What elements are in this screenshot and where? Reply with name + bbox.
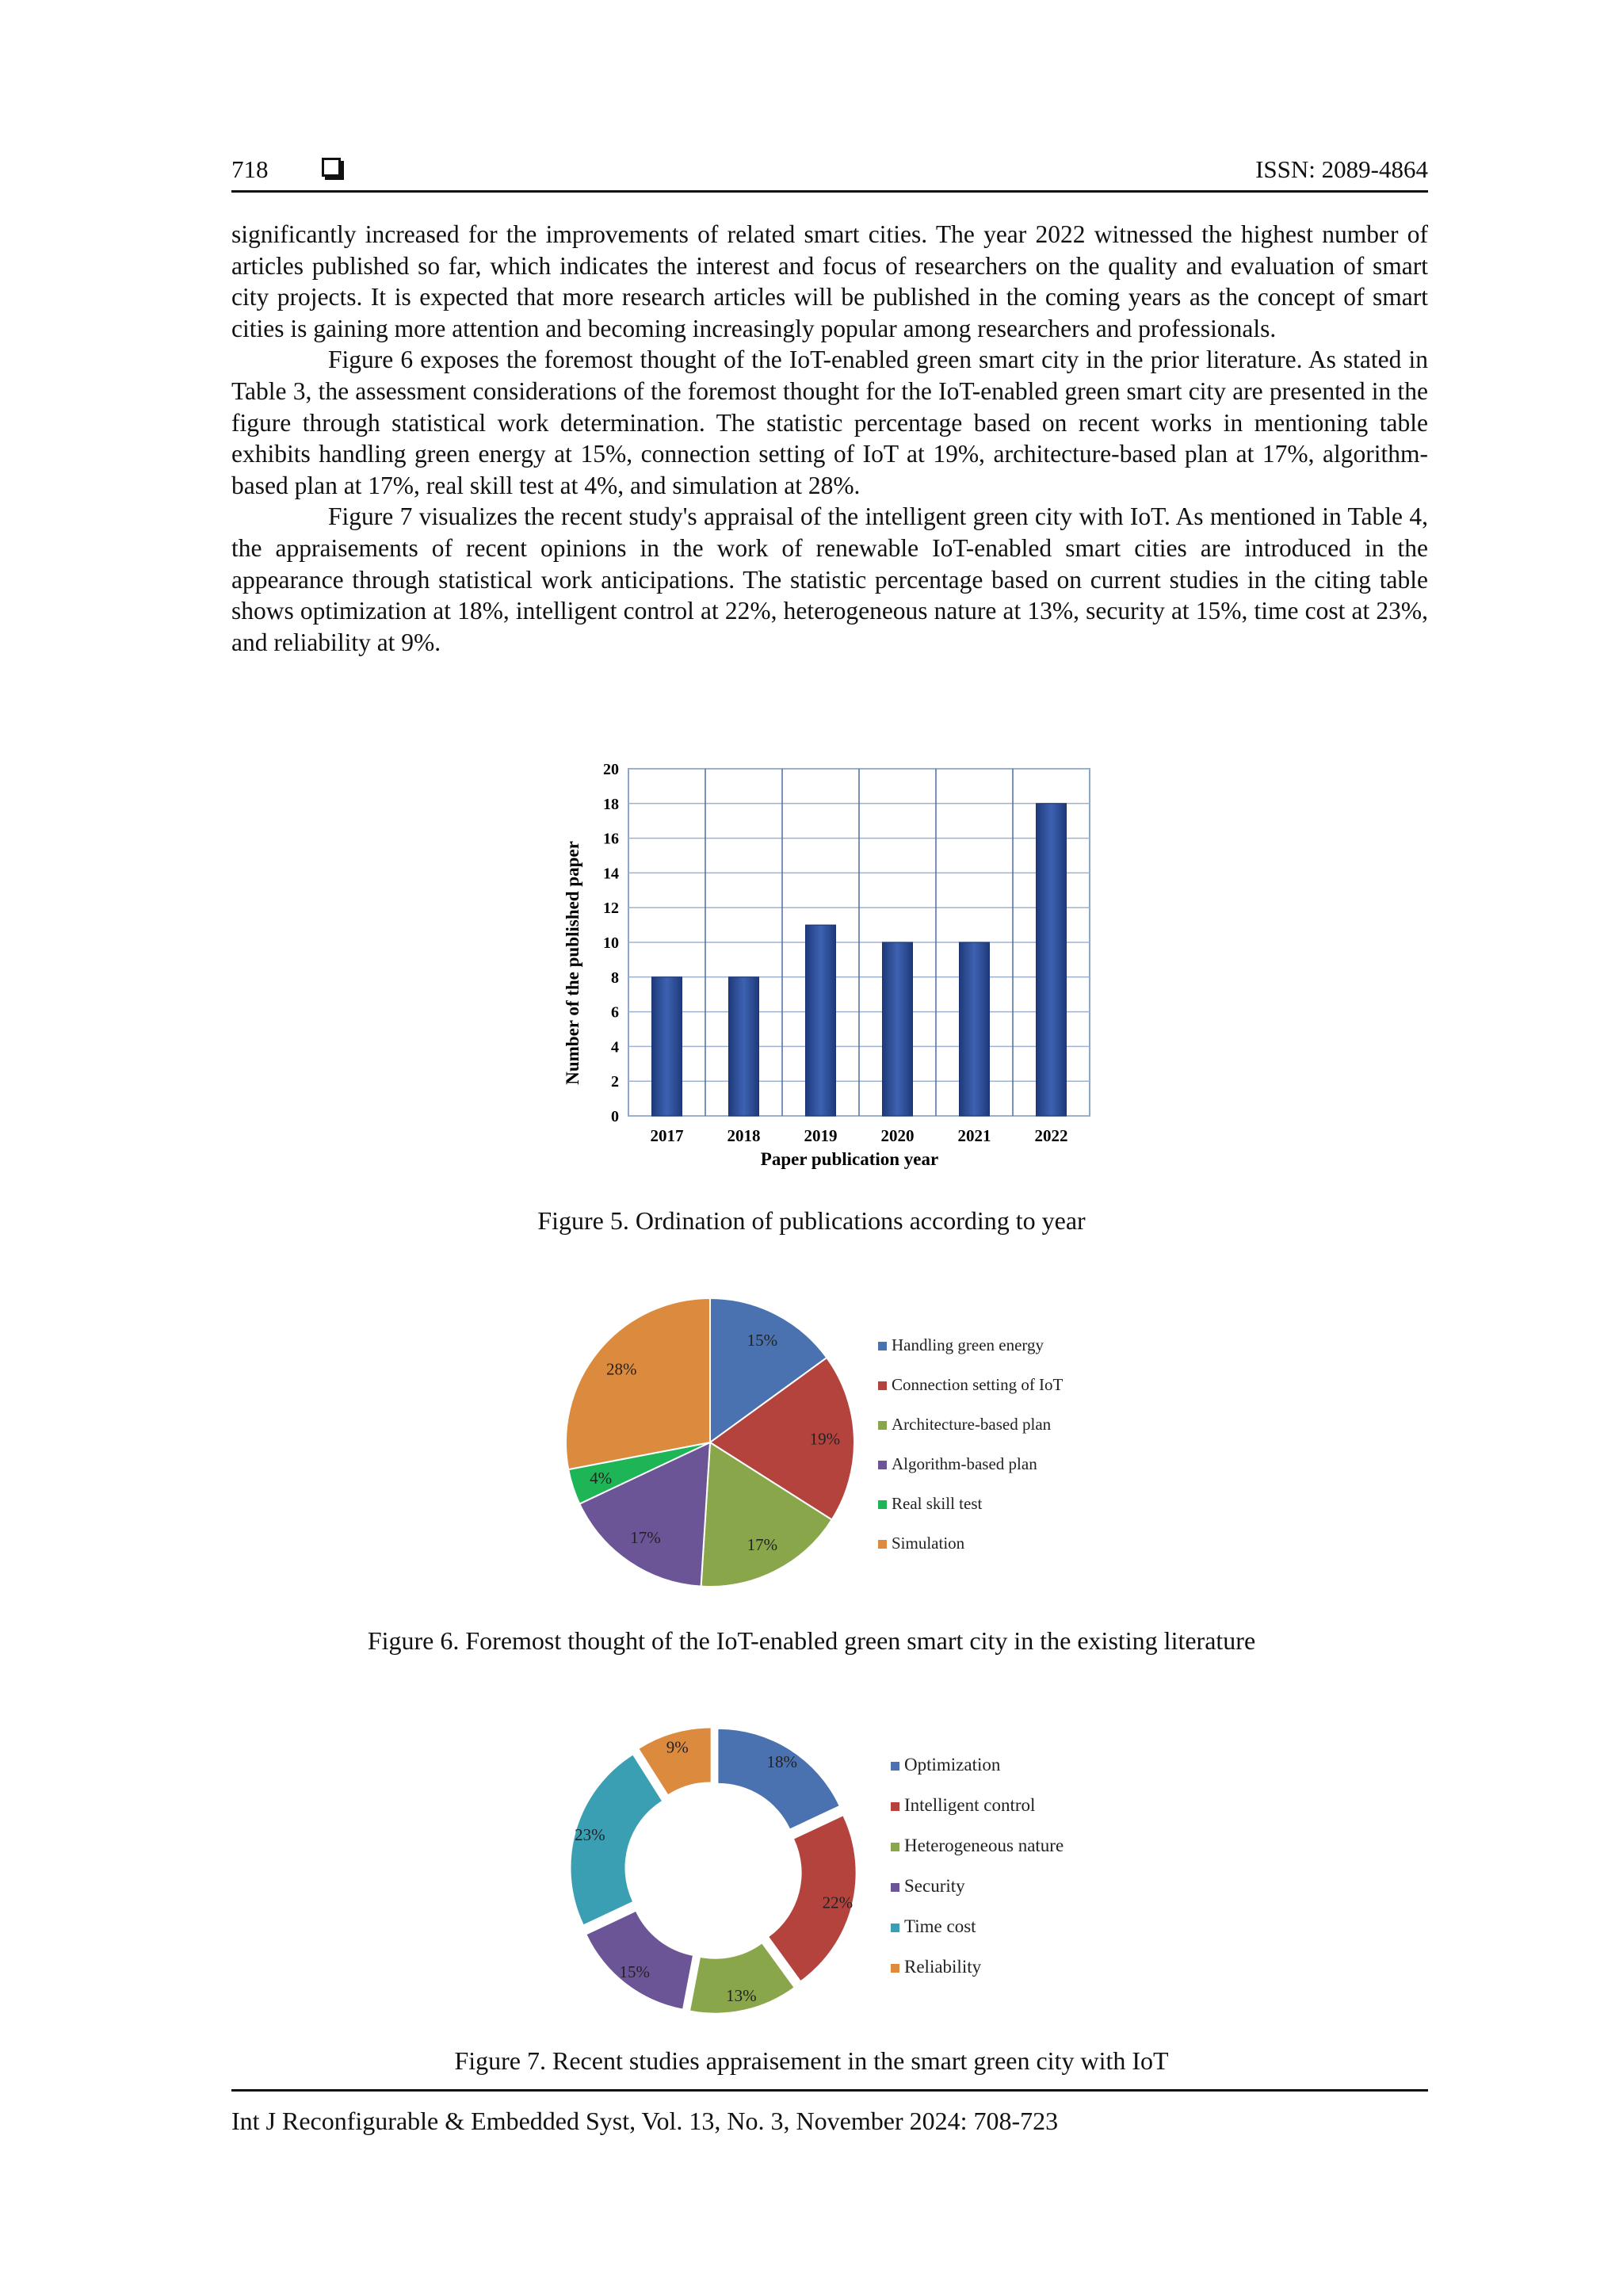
footer-rule [231,2089,1428,2092]
legend-swatch [878,1342,887,1350]
legend-swatch [878,1381,887,1390]
x-tick-label: 2022 [1034,1126,1068,1145]
legend-label: Connection setting of IoT [892,1375,1064,1394]
bar-2021 [960,942,990,1116]
slice-value-label: 4% [590,1468,613,1488]
legend-swatch [891,1964,899,1973]
slice-value-label: 19% [809,1429,841,1449]
y-axis-label: Number of the published paper [563,841,582,1085]
legend-swatch [891,1883,899,1892]
x-tick-label: 2021 [957,1126,991,1145]
y-tick-label: 8 [611,968,619,987]
legend-label: Intelligent control [904,1795,1036,1815]
figure-7-donut-chart [555,1704,1125,2021]
page-number: 718 [231,155,269,183]
legend-swatch [878,1421,887,1430]
bar-2018 [729,977,759,1116]
bar-2017 [652,977,682,1116]
x-tick-label: 2020 [880,1126,915,1145]
paragraph: Figure 6 exposes the foremost thought of the IoT-enabled green smart city in the prior literature. As stated in Table 3, the assessment considerations of the foremost thought for the IoT-enabled green smart city are presented in the figure through statistical work determination. The statistic percentage based on recent works in mentioning table exhibits handling green energy at 15%, connection setting of IoT at 19%, architecture-based plan at 17%, algorithm-based plan at 17%, real skill test at 4%, and simulation at 28%. [231,346,1428,499]
issn: ISSN: 2089-4864 [1255,155,1428,183]
y-tick-label: 6 [611,1003,619,1022]
x-tick-label: 2018 [727,1126,761,1145]
y-tick-label: 20 [603,761,619,778]
footer-citation: Int J Reconfigurable & Embedded Syst, Vol. 13, No. 3, November 2024: 708-723 [231,2107,1059,2135]
slice-value-label: 13% [726,1986,757,2006]
x-tick-label: 2019 [804,1126,838,1145]
bar-2019 [806,925,836,1116]
slice-value-label: 9% [666,1737,689,1757]
figure-5-bar-chart [555,745,1109,1173]
slice-value-label: 17% [747,1535,778,1555]
legend-label: Algorithm-based plan [892,1454,1037,1473]
legend-swatch [878,1540,887,1549]
figure-5-caption: Figure 5. Ordination of publications according to year [537,1206,1086,1235]
figure-6-pie-chart [555,1284,1125,1601]
legend-label: Security [904,1876,965,1896]
legend-label: Simulation [892,1534,965,1553]
y-tick-label: 16 [603,830,619,848]
box-icon [322,158,341,177]
y-tick-label: 2 [611,1073,619,1091]
x-axis-label: Paper publication year [760,1149,939,1169]
y-tick-label: 4 [611,1038,619,1056]
legend-swatch [891,1924,899,1932]
y-tick-label: 10 [603,934,619,952]
legend-swatch [891,1802,899,1811]
slice-simulation [566,1298,710,1469]
slice-value-label: 22% [822,1893,854,1912]
bar-2022 [1037,804,1067,1116]
legend-swatch [891,1843,899,1851]
y-tick-label: 12 [603,900,619,918]
x-tick-label: 2017 [650,1126,684,1145]
legend-label: Optimization [904,1755,1001,1775]
legend-label: Handling green energy [892,1335,1044,1354]
slice-value-label: 17% [630,1527,661,1547]
slice-value-label: 23% [575,1824,605,1844]
legend-swatch [878,1461,887,1469]
y-tick-label: 18 [603,795,619,813]
slice-value-label: 15% [747,1330,778,1350]
legend-label: Time cost [904,1916,976,1936]
legend-label: Architecture-based plan [892,1415,1052,1434]
running-header [231,155,1428,187]
body-text [231,219,1428,658]
slice-security [587,1912,693,2008]
y-tick-label: 0 [611,1108,619,1125]
bar-2020 [883,942,913,1116]
slice-optimization [718,1729,838,1828]
slice-value-label: 15% [619,1962,650,1982]
legend-swatch [878,1500,887,1509]
y-tick-label: 14 [603,865,619,883]
paragraph: Figure 7 visualizes the recent study's appraisal of the intelligent green city with IoT. As mentioned in Table 4, the appraisements of recent opinions in the work of renewable IoT-enabled smart cities are introduced in the appearance through statistical work anticipations. The statistic percentage based on current studies in the citing table shows optimization at 18%, intelligent control at 22%, heterogeneous nature at 13%, security at 15%, time cost at 23%, and reliability at 9%. [231,502,1428,656]
legend-swatch [891,1762,899,1771]
header-rule [231,190,1428,193]
slice-value-label: 28% [606,1359,637,1379]
figure-7-caption: Figure 7. Recent studies appraisement in the smart green city with IoT [454,2046,1169,2075]
paragraph: significantly increased for the improvements of related smart cities. The year 2022 witnessed the highest number of articles published so far, which indicates the interest and focus of researchers on the quality and evaluation of smart city projects. It is expected that more research articles will be published in the coming years as the concept of smart cities is gaining more attention and becoming increasingly popular among researchers and professionals. [231,220,1428,342]
legend-label: Real skill test [892,1494,983,1513]
legend-label: Reliability [904,1957,982,1977]
figure-6-caption: Figure 6. Foremost thought of the IoT-enabled green smart city in the existing literature [367,1626,1256,1655]
slice-value-label: 18% [766,1752,798,1772]
legend-label: Heterogeneous nature [904,1836,1064,1855]
